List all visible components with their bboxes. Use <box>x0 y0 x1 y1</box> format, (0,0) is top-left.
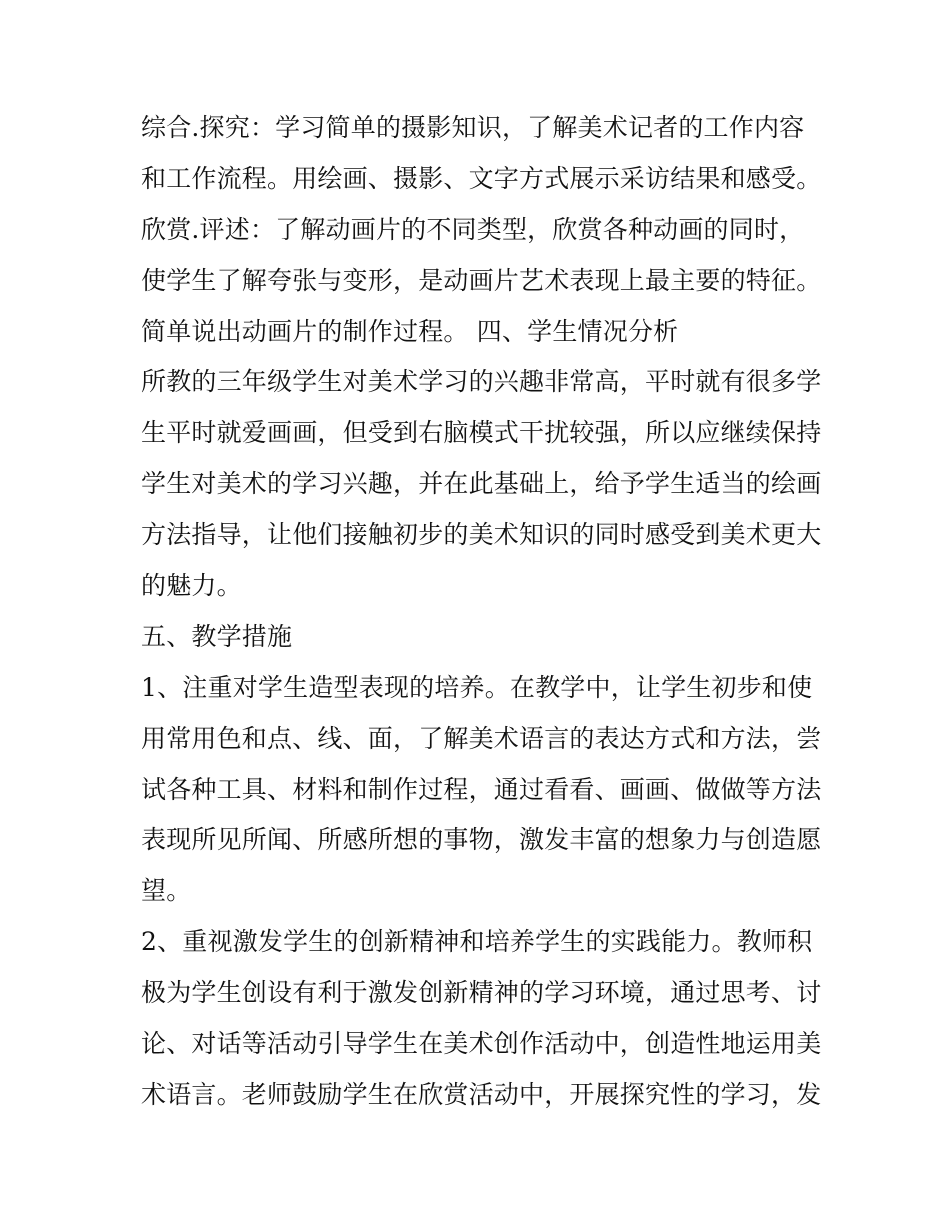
text-line: 使学生了解夸张与变形，是动画片艺术表现上最主要的特征。 <box>141 265 822 295</box>
text-line: 试各种工具、材料和制作过程，通过看看、画画、做做等方法 <box>141 774 822 804</box>
document-body <box>141 103 821 1121</box>
text-line: 用常用色和点、线、面，了解美术语言的表达方式和方法，尝 <box>141 723 822 753</box>
text-line: 论、对话等活动引导学生在美术创作活动中，创造性地运用美 <box>141 1029 822 1059</box>
text-line: 简单说出动画片的制作过程。 四、学生情况分析 <box>141 316 679 346</box>
text-line: 表现所见所闻、所感所想的事物，激发丰富的想象力与创造愿 <box>141 825 822 855</box>
text-line: 生平时就爱画画，但受到右脑模式干扰较强，所以应继续保持 <box>141 418 822 448</box>
section-heading: 五、教学措施 <box>141 621 293 651</box>
text-line: 极为学生创设有利于激发创新精神的学习环境，通过思考、讨 <box>141 978 822 1008</box>
text-line: 欣赏.评述：了解动画片的不同类型，欣赏各种动画的同时， <box>141 214 805 244</box>
text-line: 术语言。老师鼓励学生在欣赏活动中，开展探究性的学习，发 <box>141 1079 822 1109</box>
text-line: 的魅力。 <box>141 571 242 601</box>
text-line: 1、注重对学生造型表现的培养。在教学中，让学生初步和使 <box>141 672 813 702</box>
text-line: 所教的三年级学生对美术学习的兴趣非常高，平时就有很多学 <box>141 367 822 397</box>
text-line: 综合.探究：学习简单的摄影知识，了解美术记者的工作内容 <box>141 113 805 142</box>
text-line: 学生对美术的学习兴趣，并在此基础上，给予学生适当的绘画 <box>141 469 822 499</box>
text-line: 望。 <box>141 876 192 906</box>
text-line: 方法指导，让他们接触初步的美术知识的同时感受到美术更大 <box>141 520 822 550</box>
text-line: 2、重视激发学生的创新精神和培养学生的实践能力。教师积 <box>141 927 813 957</box>
text-line: 和工作流程。用绘画、摄影、文字方式展示采访结果和感受。 <box>141 163 822 193</box>
